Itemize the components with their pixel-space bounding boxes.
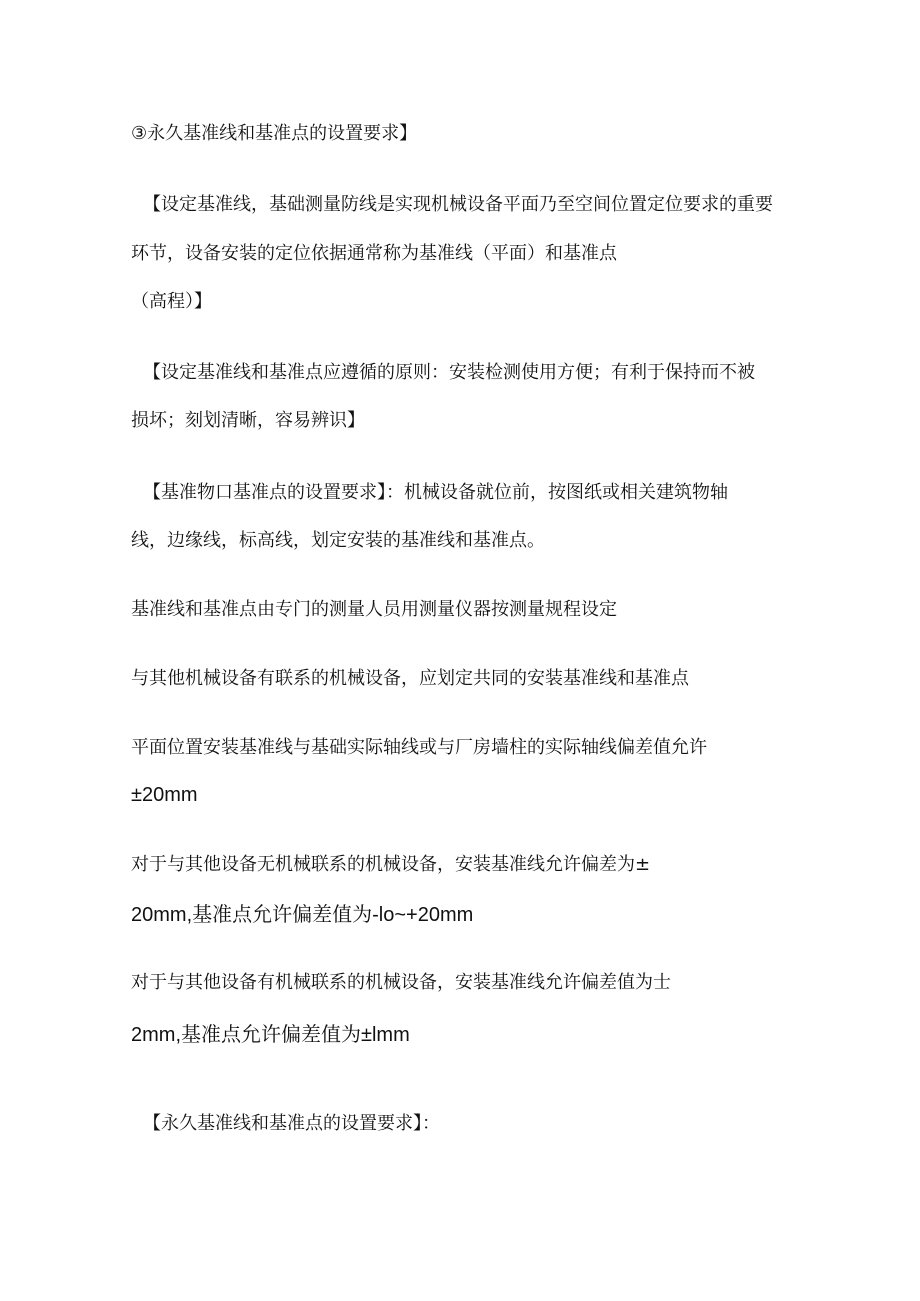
closing-heading: 【永久基准线和基准点的设置要求】： — [143, 1113, 440, 1134]
paragraph-line: 【设定基准线，基础测量防线是实现机械设备平面乃至空间位置定位要求的重要 — [143, 194, 773, 215]
paragraph-line: 平面位置安装基准线与基础实际轴线或与厂房墙柱的实际轴线偏差值允许 — [131, 737, 707, 758]
paragraph-line: 20mm,基准点允许偏差值为-lo~+20mm — [131, 904, 474, 926]
paragraph-line: 环节，设备安装的定位依据通常称为基准线（平面）和基准点 — [131, 243, 617, 264]
paragraph-line: 2mm,基准点允许偏差值为±lmm — [131, 1024, 410, 1046]
paragraph-line: 损坏；刻划清晰，容易辨识】 — [131, 410, 365, 431]
paragraph-line: 【设定基准线和基准点应遵循的原则：安装检测使用方便；有利于保持而不被 — [143, 362, 755, 383]
section-heading: ③永久基准线和基准点的设置要求】 — [131, 123, 418, 144]
paragraph-line: 对于与其他设备无机械联系的机械设备，安装基准线允许偏差为± — [131, 854, 651, 875]
paragraph-line: （高程）】 — [131, 291, 212, 312]
paragraph-line: 基准线和基准点由专门的测量人员用测量仪器按测量规程设定 — [131, 599, 617, 620]
paragraph-line: ±20mm — [131, 784, 198, 806]
paragraph-line: 线，边缘线，标高线，划定安装的基准线和基准点。 — [131, 530, 545, 551]
paragraph-line: 【基准物口基准点的设置要求】：机械设备就位前，按图纸或相关建筑物轴 — [143, 482, 728, 503]
paragraph-line: 对于与其他设备有机械联系的机械设备，安装基准线允许偏差值为士 — [131, 972, 671, 993]
paragraph-line: 与其他机械设备有联系的机械设备，应划定共同的安装基准线和基准点 — [131, 668, 689, 689]
